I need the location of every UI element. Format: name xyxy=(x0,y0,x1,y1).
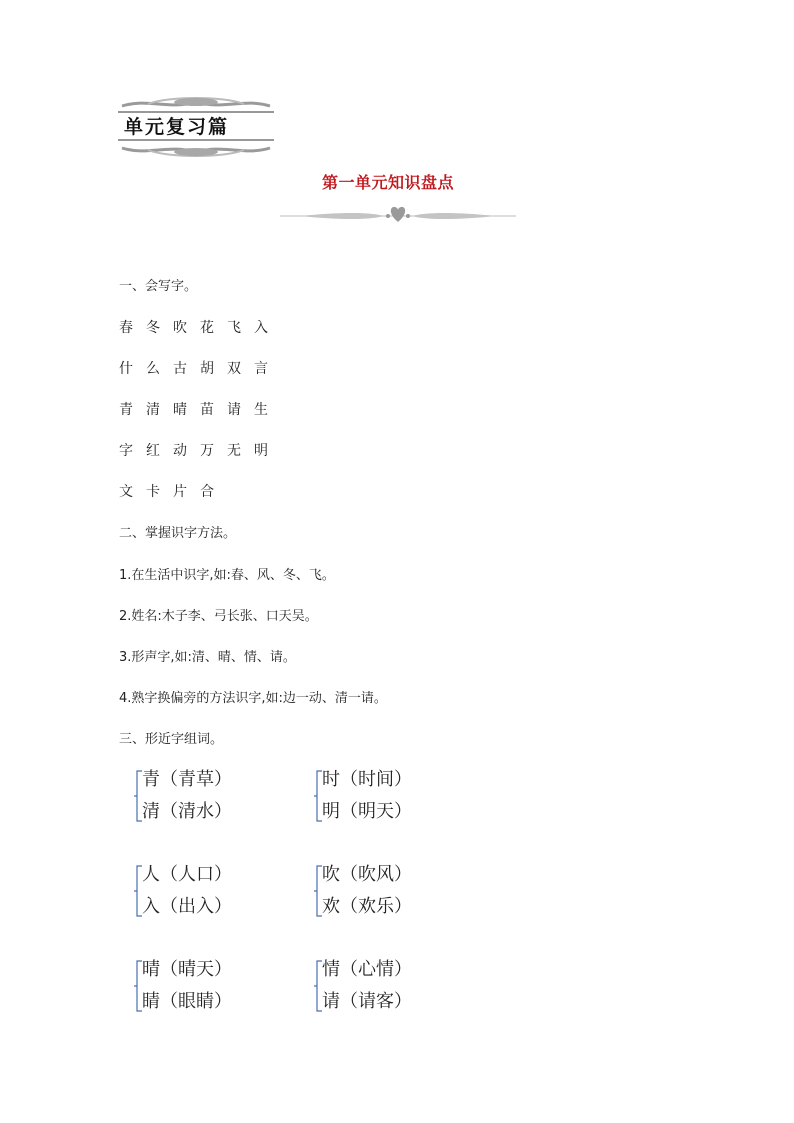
similar-char-pair xyxy=(314,860,484,922)
pair-word-bottom: 欢（欢乐） xyxy=(322,896,412,917)
char: 花 xyxy=(200,320,214,336)
char: 晴 xyxy=(173,402,187,418)
banner-title: 单元复习篇 xyxy=(124,116,230,138)
char: 请 xyxy=(227,402,241,418)
char: 言 xyxy=(254,361,268,377)
similar-char-pair xyxy=(134,765,304,827)
char-row-4 xyxy=(119,440,281,460)
char-row-5 xyxy=(119,481,227,501)
char: 红 xyxy=(146,443,160,459)
section-heading-methods: 二、掌握识字方法。 xyxy=(119,526,237,541)
method-item: 2.姓名:木子李、弓长张、口天吴。 xyxy=(119,609,318,624)
pair-word-bottom: 明（明天） xyxy=(322,801,412,822)
similar-char-pair xyxy=(314,955,484,1017)
char: 胡 xyxy=(200,361,214,377)
section-heading-write: 一、会写字。 xyxy=(119,279,198,294)
pair-word-top: 吹（吹风） xyxy=(322,864,412,885)
char: 明 xyxy=(254,443,268,459)
char-row-2 xyxy=(119,358,281,378)
pair-word-bottom: 睛（眼睛） xyxy=(142,991,232,1012)
char: 卡 xyxy=(146,484,160,500)
char: 合 xyxy=(200,484,214,500)
heart-divider-ornament xyxy=(280,200,516,224)
char: 春 xyxy=(119,320,133,336)
char: 苗 xyxy=(200,402,214,418)
char: 吹 xyxy=(173,320,187,336)
char: 片 xyxy=(173,484,187,500)
char: 双 xyxy=(227,361,241,377)
char: 冬 xyxy=(146,320,160,336)
char: 么 xyxy=(146,361,160,377)
char: 文 xyxy=(119,484,133,500)
method-item: 1.在生活中识字,如:春、风、冬、飞。 xyxy=(119,568,335,583)
char: 飞 xyxy=(227,320,241,336)
page-title: 第一单元知识盘点 xyxy=(322,173,455,192)
pair-word-top: 晴（晴天） xyxy=(142,959,232,980)
pair-word-top: 时（时间） xyxy=(322,769,412,790)
char-row-1 xyxy=(119,317,281,337)
similar-char-pair xyxy=(314,765,484,827)
char: 古 xyxy=(173,361,187,377)
pair-word-bottom: 请（请客） xyxy=(322,991,412,1012)
pair-word-top: 人（人口） xyxy=(142,864,232,885)
pair-word-top: 情（心情） xyxy=(322,959,412,980)
char: 字 xyxy=(119,443,133,459)
section-heading-similar-chars: 三、形近字组词。 xyxy=(119,732,224,747)
method-item: 4.熟字换偏旁的方法识字,如:边一动、清一请。 xyxy=(119,691,387,706)
char: 无 xyxy=(227,443,241,459)
char: 青 xyxy=(119,402,133,418)
char-row-3 xyxy=(119,399,281,419)
similar-char-pair xyxy=(134,955,304,1017)
method-item: 3.形声字,如:清、晴、情、请。 xyxy=(119,650,296,665)
unit-review-banner xyxy=(118,96,274,158)
char: 万 xyxy=(200,443,214,459)
char: 入 xyxy=(254,320,268,336)
char: 清 xyxy=(146,402,160,418)
char: 动 xyxy=(173,443,187,459)
pair-word-bottom: 清（清水） xyxy=(142,801,232,822)
pair-word-bottom: 入（出入） xyxy=(142,896,232,917)
char: 生 xyxy=(254,402,268,418)
similar-char-pair xyxy=(134,860,304,922)
pair-word-top: 青（青草） xyxy=(142,769,232,790)
char: 什 xyxy=(119,361,133,377)
